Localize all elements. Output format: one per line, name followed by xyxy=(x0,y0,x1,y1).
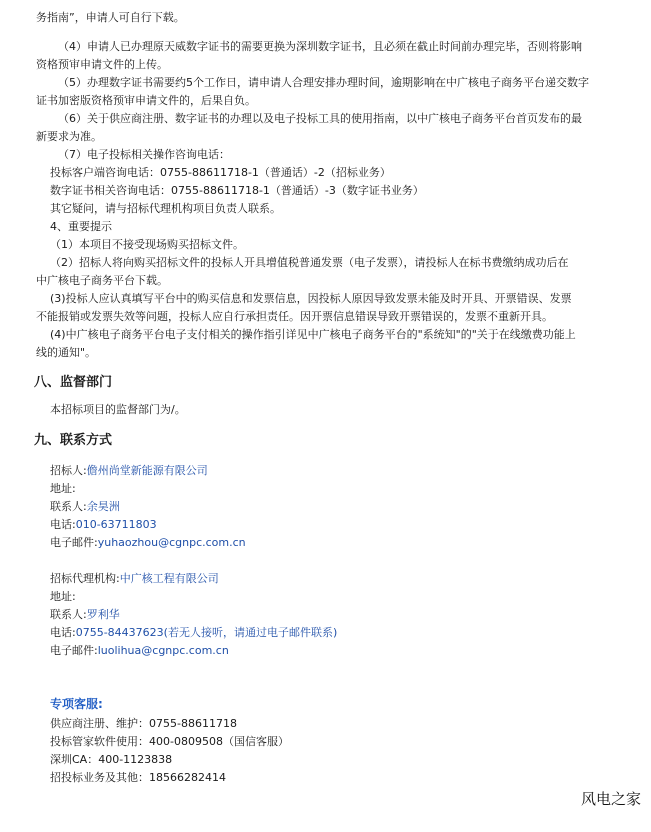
agency-address-label: 地址: xyxy=(50,590,76,603)
section-heading-supervision: 八、监督部门 xyxy=(34,375,113,390)
agency-email-label: 电子邮件: xyxy=(50,644,98,657)
watermark-text: 风电之家 xyxy=(580,790,641,808)
paragraph-line: 线的通知"。 xyxy=(36,346,97,359)
paragraph-line: 数字证书相关咨询电话：0755-88611718-1（普通话）-3（数字证书业务） xyxy=(50,184,424,197)
agency-phone-row xyxy=(50,624,337,642)
paragraph-line: (3)投标人应认真填写平台中的购买信息和发票信息，因投标人原因导致发票未能及时开具、开票错误、发票 xyxy=(50,292,572,305)
paragraph-line: （6）关于供应商注册、数字证书的办理以及电子投标工具的使用指南，以中广核电子商务平台首页发布的最 xyxy=(58,112,582,125)
email-link[interactable]: yuhaozhou@cgnpc.com.cn xyxy=(97,536,246,549)
paragraph-line: （4）申请人已办理原天威数字证书的需要更换为深圳数字证书，且必须在截止时间前办理完毕，否则将影响 xyxy=(58,40,582,53)
paragraph-line: （1）本项目不接受现场购买招标文件。 xyxy=(50,238,244,251)
paragraph-line: 中广核电子商务平台下载。 xyxy=(36,274,168,287)
service-line: 供应商注册、维护：0755-88611718 xyxy=(50,717,237,730)
paragraph-line: （2）招标人将向购买招标文件的投标人开具增值税普通发票（电子发票），请投标人在标书费缴纳成功后在 xyxy=(50,256,569,269)
paragraph-line: （7）电子投标相关操作咨询电话： xyxy=(58,148,230,161)
service-heading: 专项客服: xyxy=(50,697,103,711)
agency-value: 中广核工程有限公司 xyxy=(119,572,219,585)
tenderer-contact-row xyxy=(50,498,120,516)
service-line: 招投标业务及其他：18566282414 xyxy=(50,771,226,784)
supervision-text: 本招标项目的监督部门为/。 xyxy=(50,403,186,416)
paragraph-line: 证书加密版资格预审申请文件的，后果自负。 xyxy=(36,94,256,107)
phone-label: 电话: xyxy=(50,518,76,531)
agency-email-row xyxy=(50,642,229,660)
tenderer-value: 儋州尚堂新能源有限公司 xyxy=(86,464,208,477)
email-label: 电子邮件: xyxy=(50,536,98,549)
service-line: 投标管家软件使用：400-0809508（国信客服） xyxy=(50,735,289,748)
agency-phone-label: 电话: xyxy=(50,626,76,639)
contact-label: 联系人: xyxy=(50,500,87,513)
paragraph-line: (4)中广核电子商务平台电子支付相关的操作指引详见中广核电子商务平台的"系统知"的"关于在线缴费功能上 xyxy=(50,328,576,341)
paragraph-line: 务指南”，申请人可自行下载。 xyxy=(36,11,185,24)
agency-contact-row xyxy=(50,606,120,624)
paragraph-line: 资格预审申请文件的上传。 xyxy=(36,58,168,71)
paragraph-line: 投标客户端咨询电话：0755-88611718-1（普通话）-2（招标业务） xyxy=(50,166,391,179)
tenderer-label: 招标人: xyxy=(50,464,87,477)
section-heading-contact: 九、联系方式 xyxy=(34,433,113,448)
phone-value: 010-63711803 xyxy=(75,518,157,531)
agency-phone-value: 0755-84437623(若无人接听，请通过电子邮件联系) xyxy=(75,626,338,639)
agency-email-link[interactable]: luolihua@cgnpc.com.cn xyxy=(97,644,229,657)
agency-contact-value: 罗利华 xyxy=(86,608,120,621)
tenderer-address-label: 地址: xyxy=(50,482,76,495)
agency-row xyxy=(50,570,219,588)
paragraph-line: 新要求为准。 xyxy=(36,130,102,143)
paragraph-line: 其它疑问，请与招标代理机构项目负责人联系。 xyxy=(50,202,281,215)
tenderer-email-row xyxy=(50,534,246,552)
agency-contact-label: 联系人: xyxy=(50,608,87,621)
paragraph-line: 4、重要提示 xyxy=(50,220,112,233)
agency-label: 招标代理机构: xyxy=(50,572,120,585)
service-line: 深圳CA：400-1123838 xyxy=(50,753,173,766)
contact-value: 余昊洲 xyxy=(86,500,120,513)
paragraph-line: 不能报销或发票失效等问题，投标人应自行承担责任。因开票信息错误导致开票错误的，发票不重新开具。 xyxy=(36,310,553,323)
tenderer-phone-row xyxy=(50,516,157,534)
tenderer-row xyxy=(50,462,208,480)
paragraph-line: （5）办理数字证书需要约5个工作日，请申请人合理安排办理时间，逾期影响在中广核电子商务平台递交数字 xyxy=(58,76,589,89)
